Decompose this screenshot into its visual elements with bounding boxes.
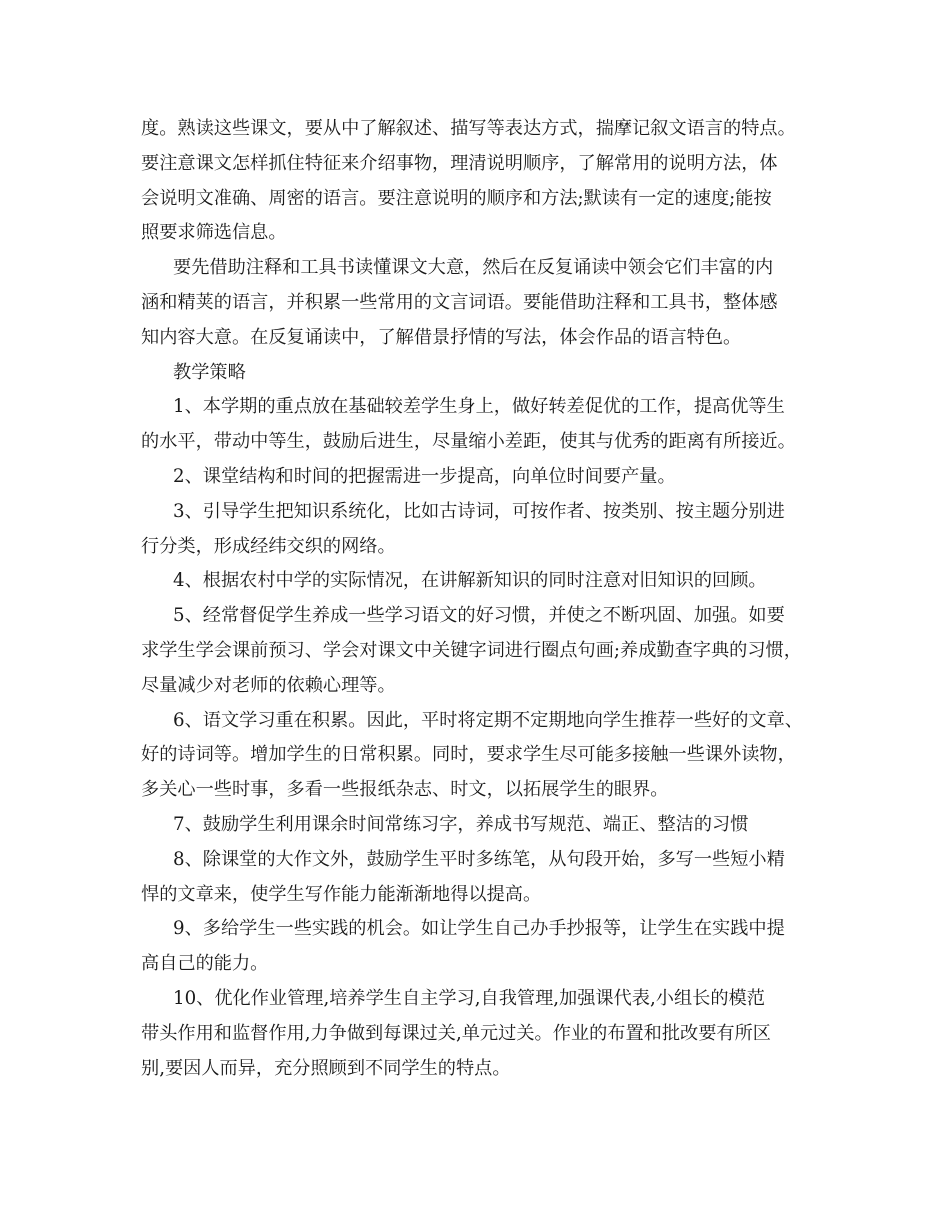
text-line: 的水平，带动中等生，鼓励后进生，尽量缩小差距，使其与优秀的距离有所接近。 (141, 431, 796, 453)
text-line: 6、语文学习重在积累。因此，平时将定期不定期地向学生推荐一些好的文章、 (173, 709, 803, 731)
text-line: 高自己的能力。 (141, 953, 269, 975)
text-line: 好的诗词等。增加学生的日常积累。同时，要求学生尽可能多接触一些课外读物， (141, 744, 796, 766)
text-line: 9、多给学生一些实践的机会。如让学生自己办手抄报等，让学生在实践中提 (173, 918, 785, 940)
text-line: 涵和精荚的语言，并积累一些常用的文言词语。要能借助注释和工具书，整体感 (141, 291, 778, 313)
text-line: 知内容大意。在反复诵读中，了解借景抒情的写法，体会作品的语言特色。 (141, 326, 742, 348)
text-line: 尽量减少对老师的依赖心理等。 (141, 674, 396, 696)
text-line: 度。熟读这些课文，要从中了解叙述、描写等表达方式，揣摩记叙文语言的特点。 (141, 118, 796, 139)
text-line: 要注意课文怎样抓住特征来介绍事物，理清说明顺序，了解常用的说明方法，体 (141, 152, 778, 174)
text-line: 要先借助注释和工具书读懂课文大意，然后在反复诵读中领会它们丰富的内 (173, 257, 774, 279)
text-line: 4、根据农村中学的实际情况，在讲解新知识的同时注意对旧知识的回顾。 (173, 570, 767, 592)
text-line: 求学生学会课前预习、学会对课文中关键字词进行圈点句画;养成勤查字典的习惯， (141, 639, 802, 661)
text-line: 行分类，形成经纬交织的网络。 (141, 535, 396, 557)
text-line: 3、引导学生把知识系统化，比如古诗词，可按作者、按类别、按主题分别进 (173, 500, 785, 522)
text-line: 2、课堂结构和时间的把握需进一步提高，向单位时间要产量。 (173, 465, 676, 487)
text-line: 10、优化作业管理,培养学生自主学习,自我管理,加强课代表,小组长的模范 (173, 987, 765, 1009)
text-line: 别,要因人而异，充分照顾到不同学生的特点。 (141, 1057, 511, 1079)
text-line: 带头作用和监督作用,力争做到每课过关,单元过关。作业的布置和批改要有所区 (141, 1022, 771, 1044)
text-line: 多关心一些时事，多看一些报纸杂志、时文，以拓展学生的眼界。 (141, 779, 669, 801)
text-line: 照要求筛选信息。 (141, 222, 287, 244)
text-line: 会说明文准确、周密的语言。要注意说明的顺序和方法;默读有一定的速度;能按 (141, 187, 772, 209)
text-line: 悍的文章来，使学生写作能力能渐渐地得以提高。 (141, 883, 542, 905)
document-body (141, 112, 831, 1086)
text-line: 1、本学期的重点放在基础较差学生身上，做好转差促优的工作，提高优等生 (173, 396, 785, 418)
text-line: 教学策略 (173, 361, 246, 383)
text-line: 5、经常督促学生养成一些学习语文的好习惯，并使之不断巩固、加强。如要 (173, 605, 785, 627)
text-line: 8、除课堂的大作文外，鼓励学生平时多练笔，从句段开始，多写一些短小精 (173, 848, 785, 870)
text-line: 7、鼓励学生利用课余时间常练习字，养成书写规范、端正、整洁的习惯 (173, 813, 749, 835)
